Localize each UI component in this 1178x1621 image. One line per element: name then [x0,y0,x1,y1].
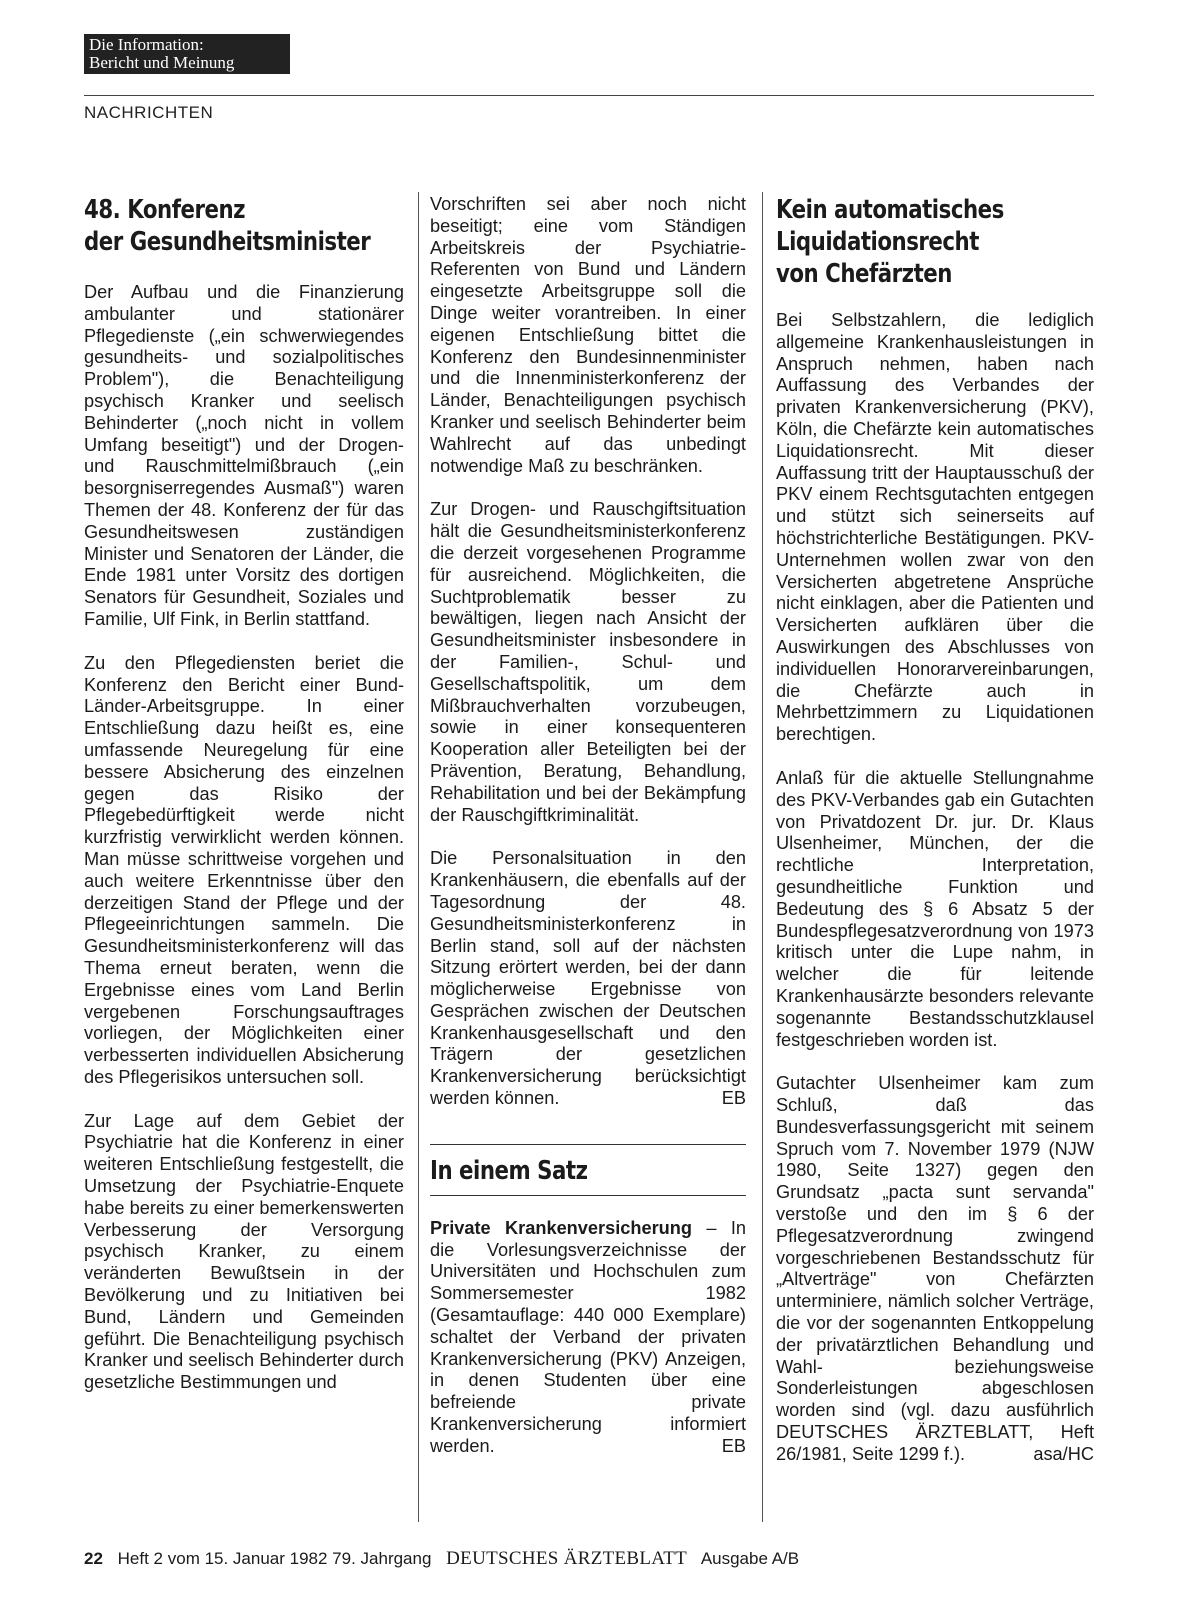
article1-paragraph-1: Der Aufbau und die Finanzierung ambulanter und stationärer Pflegedienste („ein schwerwiegendes gesundheits- und sozialpolitisches Problem"), die Benachteiligung psychisch Kranker und seelisch Behinderter („noch nicht in vollem Umfang beseitigt") und der Drogen- und Rauschmittelmißbrauch („ein besorgniserregendes Ausmaß") waren Themen der 48. Konferenz der für das Gesundheitswesen zuständigen Minister und Senatoren der Länder, die Ende 1981 unter Vorsitz des dortigen Senators für Gesundheit, Soziales und Familie, Ulf Fink, in Berlin stattfand. [84,282,404,629]
article1-paragraph-2: Zu den Pflegediensten beriet die Konferenz den Bericht einer Bund-Länder-Arbeitsgruppe. In einer Entschließung dazu heißt es, eine umfassende Neuregelung für eine bessere Absicherung des einzelnen gegen das Risiko der Pflegebedürftigkeit werde nicht kurzfristig verwirklicht werden können. Man müsse schrittweise vorgehen und auch weitere Erkenntnisse über den derzeitigen Stand der Pflege und der Pflegeeinrichtungen sammeln. Die Gesundheitsministerkonferenz will das Thema erneut beraten, wenn die Ergebnisse eines vom Land Berlin vergebenen Forschungsauftrages vorliegen, der Möglichkeiten einer verbesserten individuellen Absicherung des Pflegerisikos untersuchen soll. [84,652,404,1087]
header-box [84,34,290,74]
article3-headline-line1: Kein automatisches [776,195,1004,225]
article1-headline-line1: 48. Konferenz [84,195,246,225]
article1-paragraph-6 [430,848,746,1110]
article2-headline: In einem Satz [430,1155,588,1186]
article2-paragraph [430,1218,746,1458]
article3-paragraph-3 [776,1073,1094,1465]
article2-text: – In die Vorlesungsverzeichnisse der Universitäten und Hochschulen zum Sommersemester 1982 (Gesamtauflage: 440 000 Exemplare) schaltet der Verband der privaten Krankenversicherung (PKV) Anzeigen, in denen Studenten über eine befreiende private Krankenversicherung informiert werden. [430,1217,746,1456]
publication-name: DEUTSCHES ÄRZTEBLATT [446,1548,688,1569]
page-footer [84,1548,799,1570]
article2-header [430,1144,746,1196]
issue-info: Heft 2 vom 15. Januar 1982 79. Jahrgang [117,1549,432,1568]
article2-signature: EB [721,1435,746,1456]
article1-signature: EB [721,1088,746,1109]
article3-signature: asa/HC [1033,1443,1094,1464]
header-box-line2: Bericht und Meinung [89,53,235,72]
top-rule [84,95,1094,96]
article2-lead: Private Krankenversicherung [430,1217,693,1238]
section-label: NACHRICHTEN [84,103,214,122]
column-2 [430,194,746,1480]
article1-paragraph-6-text: Die Personalsituation in den Krankenhäusern, die ebenfalls auf der Tagesordnung der 48. Gesundheitsministerkonferenz in Berlin stand, soll auf der nächsten Sitzung erörtert werden, bei der dann möglicherweise Ergebnisse von Gesprächen zwischen der Deutschen Krankenhausgesellschaft und den Trägern der gesetzlichen Krankenversicherung berücksichtigt werden können. [430,848,746,1109]
edition-info: Ausgabe A/B [700,1549,800,1568]
column-3 [776,194,1094,1488]
header-box-line1: Die Information: [89,35,204,54]
article1-paragraph-3: Zur Lage auf dem Gebiet der Psychiatrie hat die Konferenz in einer weiteren Entschließung festgestellt, die Umsetzung der Psychiatrie-Enquete habe bereits zu einer bemerkenswerten Verbesserung der Versorgung psychisch Kranker, zu einem veränderten Bewußtsein in der Bevölkerung und zu Initiativen bei Bund, Ländern und Gemeinden geführt. Die Benachteiligung psychisch Kranker und seelisch Behinderter durch gesetzliche Bestimmungen und [84,1110,404,1393]
article3-paragraph-3-text: Gutachter Ulsenheimer kam zum Schluß, daß das Bundesverfassungsgericht mit seinem Spruch vom 7. November 1979 (NJW 1980, Seite 1327) gegen den Grundsatz „pacta sunt servanda" verstoße und den im § 6 der Pflegesatzverordnung zwingend vorgeschriebenen Bestandsschutz für „Altverträge" von Chefärzten unterminiere, nämlich solcher Verträge, die vor der sogenannten Entkoppelung der privatärztlichen Behandlung und Wahl- beziehungsweise Sonderleistungen abgeschlosen worden sind (vgl. dazu ausführlich DEUTSCHES ÄRZTEBLATT, Heft 26/1981, Seite 1299 f.). [776,1073,1094,1464]
article1-paragraph-5: Zur Drogen- und Rauschgiftsituation hält die Gesundheitsministerkonferenz die derzeit vorgesehenen Programme für ausreichend. Möglichkeiten, die Suchtproblematik besser zu bewältigen, liegen nach Ansicht der Gesundheitsminister insbesondere in der Familien-, Schul- und Gesellschaftspolitik, um dem Mißbrauchverhalten vorzubeugen, sowie in einer konsequenteren Kooperation aller Beteiligten bei der Prävention, Beratung, Behandlung, Rehabilitation und bei der Bekämpfung der Rauschgiftkriminalität. [430,499,746,825]
column-1 [84,194,404,1416]
article3-headline-line2: Liquidationsrecht [776,227,979,257]
article3-headline-line3: von Chefärzten [776,259,952,289]
article1-paragraph-4: Vorschriften sei aber noch nicht beseitigt; eine vom Ständigen Arbeitskreis der Psychiatrie-Referenten von Bund und Ländern eingesetzte Arbeitsgruppe soll die Dinge weiter vorantreiben. In einer eigenen Entschließung bittet die Konferenz den Bundesinnenminister und die Innenministerkonferenz der Länder, Benachteiligungen psychisch Kranker und seelisch Behinderter beim Wahlrecht auf das unbedingt notwendige Maß zu beschränken. [430,194,746,476]
article1-headline [84,194,371,258]
column-divider-1 [418,192,419,1522]
article3-paragraph-1: Bei Selbstzahlern, die lediglich allgemeine Krankenhausleistungen in Anspruch nehmen, haben nach Auffassung des Verbandes der privaten Krankenversicherung (PKV), Köln, die Chefärzte kein automatisches Liquidationsrecht. Mit dieser Auffassung tritt der Hauptausschuß der PKV einem Rechtsgutachten entgegen und stützt sich seinerseits auf höchstrichterliche Bestätigungen. PKV-Unternehmen wollen zwar von den Versicherten abgetretene Ansprüche nicht einklagen, aber die Patienten und Versicherten aufklären über die Auswirkungen des Abschlusses von individuellen Honorarvereinbarungen, die Chefärzte auch in Mehrbettzimmern zu Liquidationen berechtigen. [776,310,1094,745]
article3-paragraph-2: Anlaß für die aktuelle Stellungnahme des PKV-Verbandes gab ein Gutachten von Privatdozent Dr. jur. Dr. Klaus Ulsenheimer, München, der die rechtliche Interpretation, gesundheitliche Funktion und Bedeutung des § 6 Absatz 5 der Bundespflegesatzverordnung von 1973 kritisch unter die Lupe nahm, in welcher die für leitende Krankenhausärzte besonders relevante sogenannte Bestandsschutzklausel festgeschrieben worden ist. [776,767,1094,1050]
page-number: 22 [84,1549,103,1568]
column-divider-2 [762,192,763,1522]
article3-headline [776,194,1037,290]
article1-headline-line2: der Gesundheitsminister [84,227,371,257]
